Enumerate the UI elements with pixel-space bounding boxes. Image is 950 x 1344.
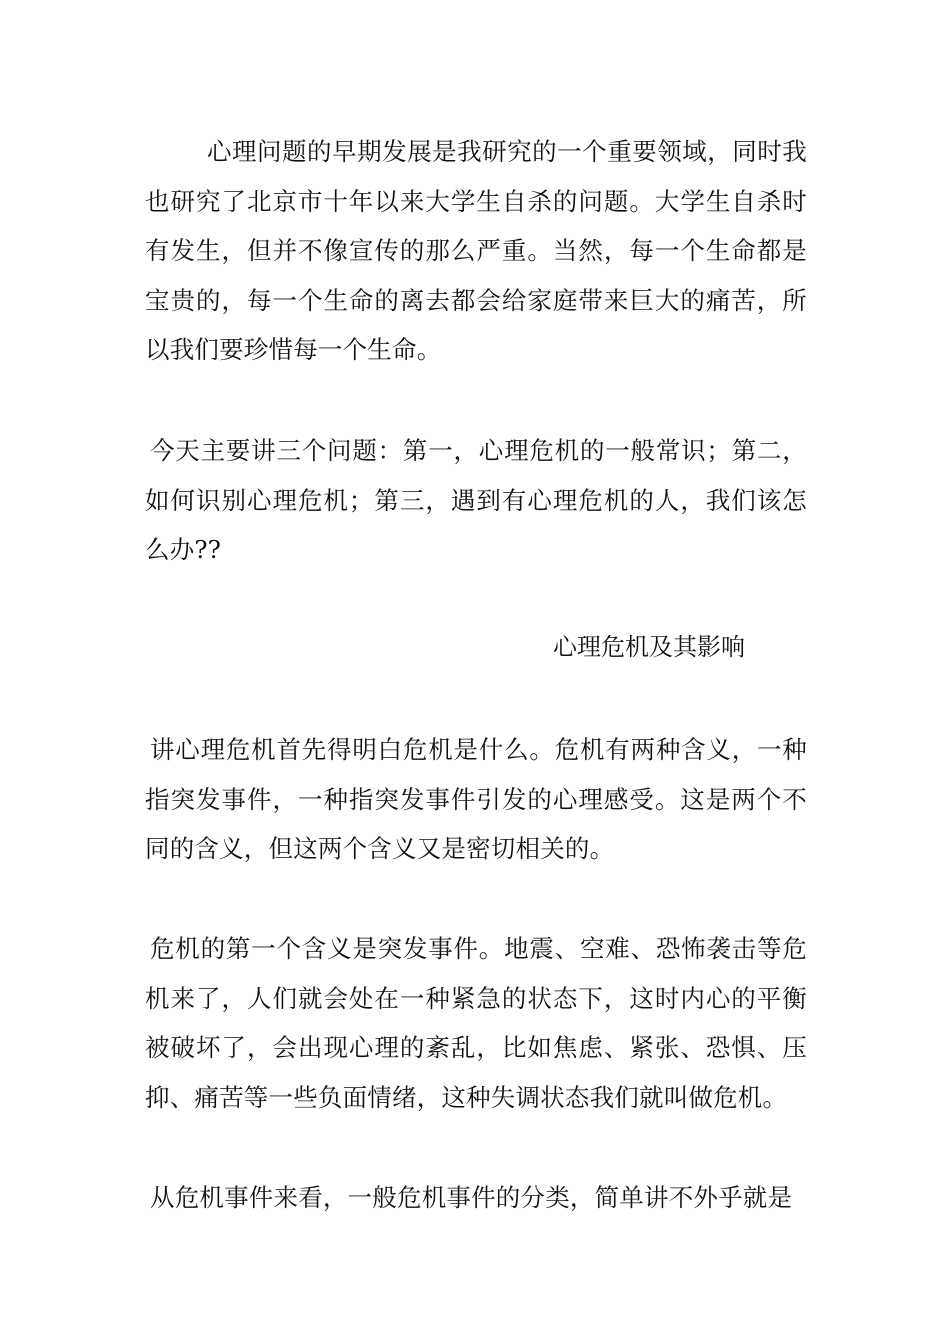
crisis-classification-paragraph: 从危机事件来看，一般危机事件的分类，简单讲不外乎就是 — [150, 1183, 793, 1212]
crisis-first-meaning-paragraph: 危机的第一个含义是突发事件。地震、空难、恐怖袭击等危机来了，人们就会处在一种紧急的状态下，这时内心的平衡被破坏了，会出现心理的紊乱，比如焦虑、紧张、恐惧、压抑、痛苦等一些负面情绪，这种失调状态我们就叫做危机。 — [145, 934, 807, 1112]
crisis-definition-paragraph: 讲心理危机首先得明白危机是什么。危机有两种含义，一种指突发事件，一种指突发事件引发的心理感受。这是两个不同的含义，但这两个含义又是密切相关的。 — [145, 735, 807, 863]
outline-paragraph: 今天主要讲三个问题：第一，心理危机的一般常识；第二，如何识别心理危机；第三，遇到有心理危机的人，我们该怎么办?? — [145, 436, 807, 564]
section-heading: 心理危机及其影响 — [553, 633, 745, 661]
intro-paragraph: 心理问题的早期发展是我研究的一个重要领域，同时我也研究了北京市十年以来大学生自杀的问题。大学生自杀时有发生，但并不像宣传的那么严重。当然，每一个生命都是宝贵的，每一个生命的离去都会给家庭带来巨大的痛苦，所以我们要珍惜每一个生命。 — [145, 137, 807, 364]
